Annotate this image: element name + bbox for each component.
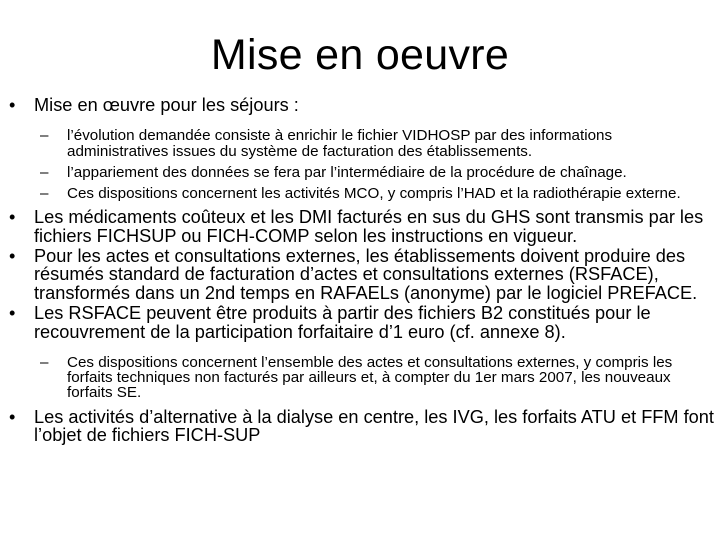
sub-bullet-text: Ces dispositions concernent l’ensemble des actes et consultations externes, y compris les forfaits techniques non facturés par ailleurs et, à compter du 1er mars 2007, les nouveaux forfaits SE.: [67, 354, 673, 402]
bullet-text: Pour les actes et consultations externes, les établissements doivent produire des résumés standard de facturation d’actes et consultations externes (RSFACE), transformés dans un 2nd temps en RAFAELs (anonyme) par le logiciel PREFACE.: [34, 246, 698, 303]
dash-marker: –: [40, 354, 49, 372]
bullet-marker: •: [9, 207, 16, 228]
dash-marker: –: [40, 163, 49, 181]
bullet-marker: •: [9, 95, 16, 115]
bullet-marker: •: [9, 246, 16, 267]
bullet-item: [0, 408, 720, 445]
slide-content: [0, 96, 720, 444]
sub-bullet-item: [0, 355, 720, 401]
sub-bullet-text: Ces dispositions concernent les activités MCO, y compris l’HAD et la radiothérapie externe.: [67, 185, 681, 203]
bullet-item: [0, 304, 720, 341]
sub-bullet-item: [0, 186, 720, 201]
sub-bullet-text: l’évolution demandée consiste à enrichir le fichier VIDHOSP par des informations administratives issues du système de facturation des établissements.: [67, 127, 613, 160]
bullet-text: Les activités d’alternative à la dialyse en centre, les IVG, les forfaits ATU et FFM font l’objet de fichiers FICH-SUP: [34, 406, 714, 446]
bullet-item: [0, 96, 720, 114]
bullet-text: Mise en œuvre pour les séjours :: [34, 95, 299, 115]
bullet-item: [0, 208, 720, 245]
dash-marker: –: [40, 127, 49, 145]
bullet-marker: •: [9, 303, 16, 324]
sub-bullet-item: [0, 128, 720, 158]
bullet-marker: •: [9, 406, 16, 427]
dash-marker: –: [40, 185, 49, 203]
bullet-item: [0, 247, 720, 302]
slide-title: Mise en oeuvre: [210, 31, 510, 79]
sub-bullet-item: [0, 165, 720, 180]
sub-bullet-text: l’appariement des données se fera par l’intermédiaire de la procédure de chaînage.: [67, 163, 627, 181]
bullet-text: Les médicaments coûteux et les DMI facturés en sus du GHS sont transmis par les fichiers FICHSUP ou FICH-COMP selon les instructions en vigueur.: [34, 207, 704, 246]
bullet-text: Les RSFACE peuvent être produits à partir des fichiers B2 constitués pour le recouvrement de la participation forfaitaire d’1 euro (cf. annexe 8).: [34, 303, 651, 342]
